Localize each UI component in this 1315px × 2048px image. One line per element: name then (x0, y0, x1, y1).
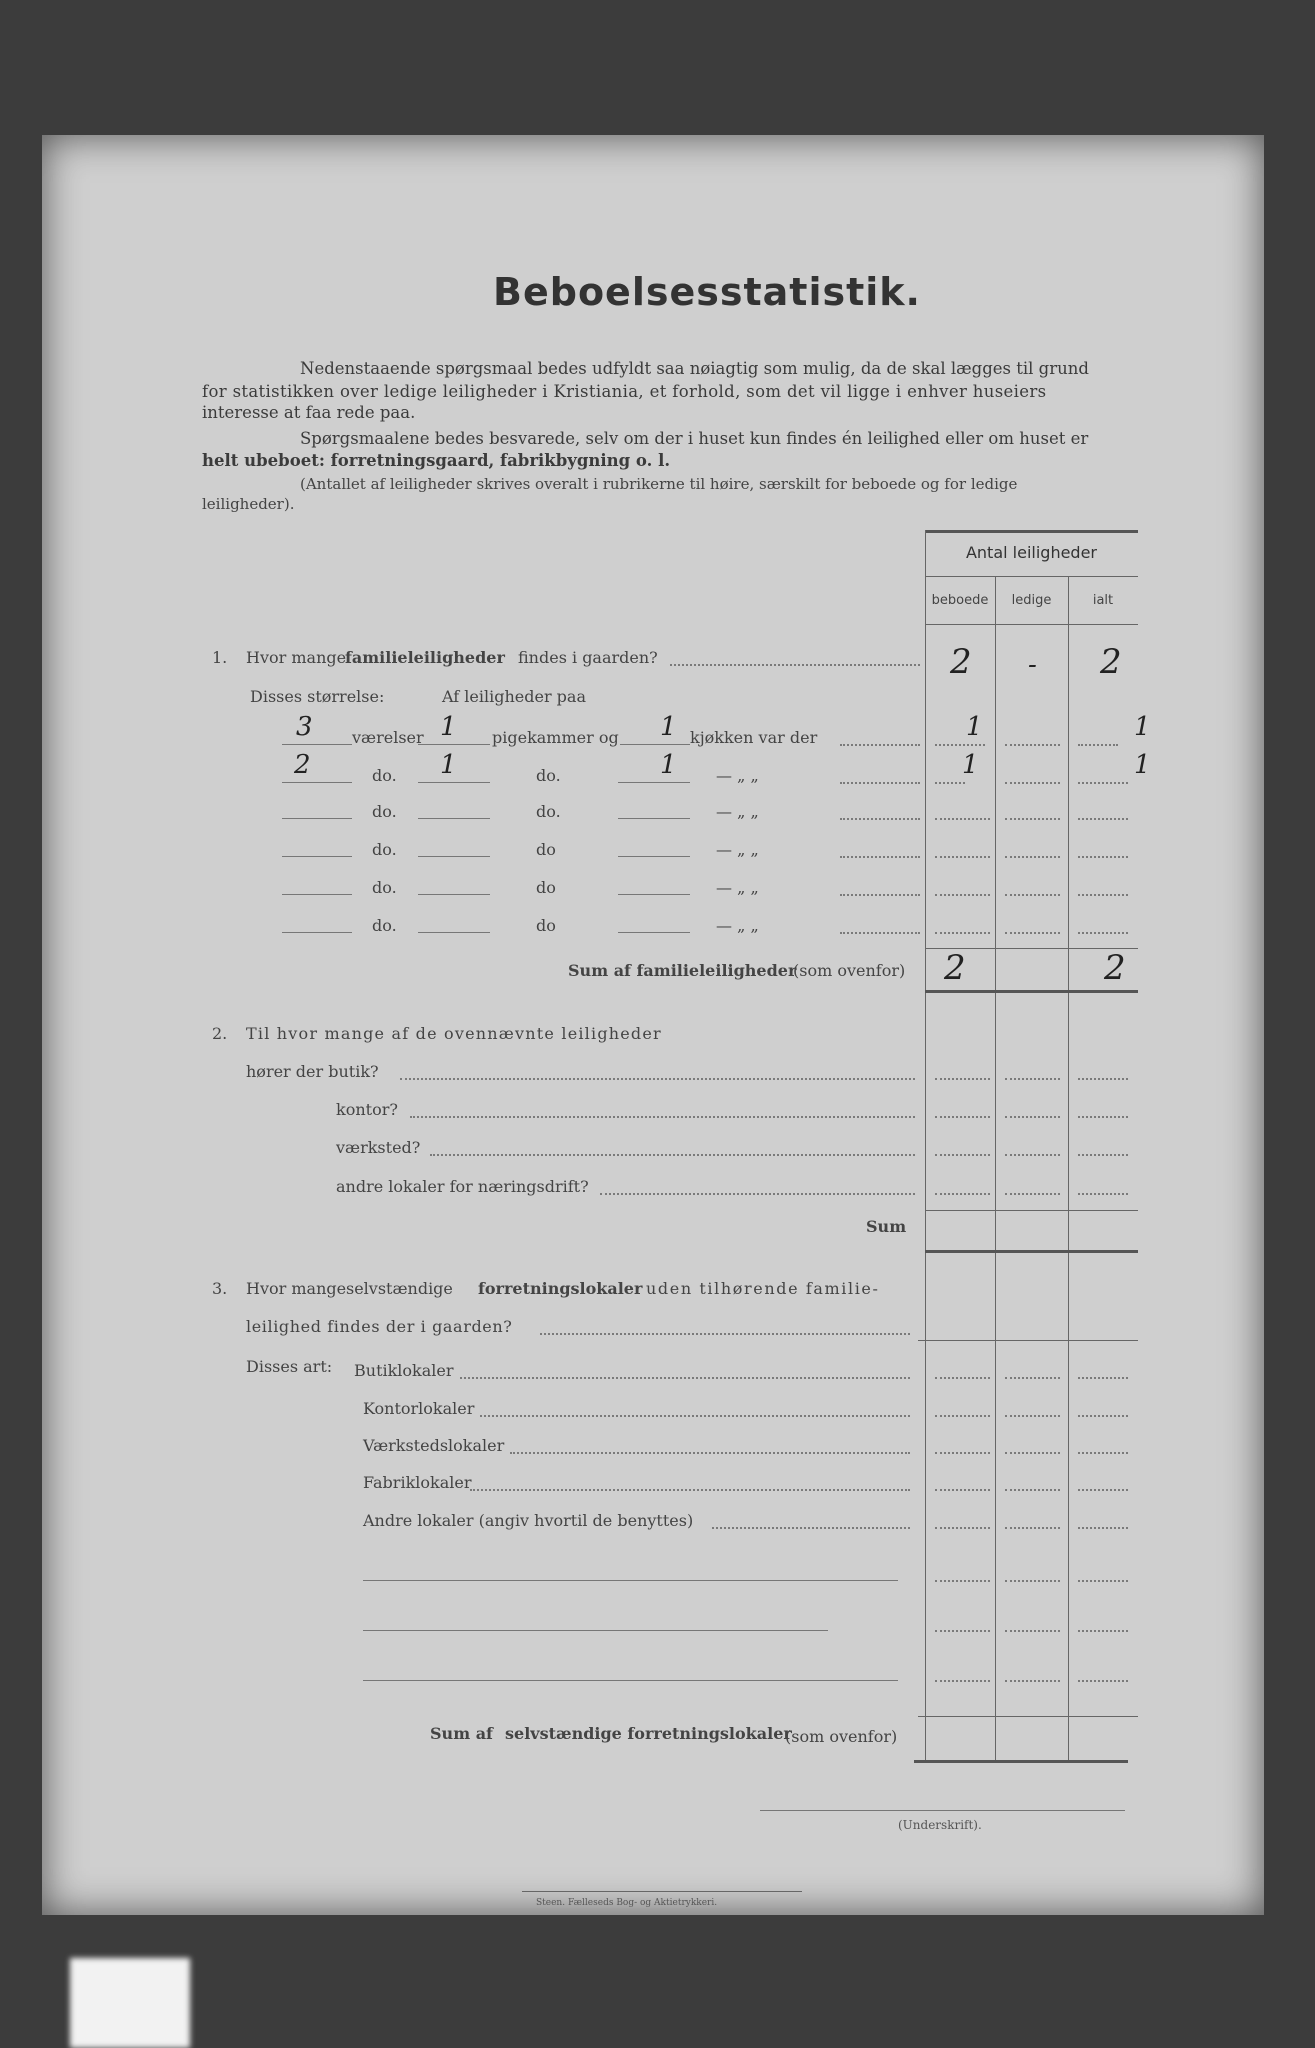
cell-dots (935, 1377, 990, 1379)
q3-text-a: Hvor mange (246, 1279, 347, 1298)
cell-dots (1005, 932, 1060, 934)
intro-line-3: interesse at faa rede paa. (202, 403, 416, 422)
q1-size-label: Disses størrelse: (250, 687, 385, 706)
cell-dots (1078, 1193, 1128, 1195)
q1-row-2-maid-label: do. (536, 766, 561, 785)
cell-dots (935, 1527, 990, 1529)
q1-row-4-maid-line (418, 856, 490, 857)
cell-dots (1005, 1154, 1060, 1156)
q1-row-2-kitchen-label: — „ „ (716, 766, 759, 785)
cell-dots (1078, 1489, 1128, 1491)
cell-dots (1078, 1527, 1128, 1529)
q3-sum-top-rule (918, 1716, 1138, 1717)
q3-leader (540, 1333, 910, 1335)
q1-row-6-kitchen-label: — „ „ (716, 916, 759, 935)
cell-dots (935, 744, 985, 746)
q1-row-6-leader (840, 932, 920, 934)
q2-sum-bottom-rule (925, 1250, 1138, 1253)
q1-row-1-maid: 1 (440, 712, 457, 742)
q1-row-4-kitchen-line (618, 856, 690, 857)
q1-row-2-rooms: 2 (294, 750, 311, 780)
q1-sum-beboede: 2 (944, 948, 966, 988)
signature-label: (Underskrift). (898, 1818, 982, 1832)
q1-row-6-maid-line (418, 932, 490, 933)
q1-answer-ledige: - (1028, 650, 1037, 680)
cell-dots (1005, 782, 1060, 784)
q1-row-1-kitchen-line (620, 744, 690, 745)
q3-sum-bottom-rule (914, 1760, 1128, 1763)
cell-dots (1078, 1580, 1128, 1582)
q3-write-line-1 (363, 1580, 898, 1581)
q3-write-line-3 (363, 1680, 898, 1681)
q1-row-6-maid-label: do (536, 916, 556, 935)
q1-row-1-beboede: 1 (966, 712, 983, 742)
q3-sum-label-a: Sum af (430, 1724, 493, 1743)
cell-dots (935, 1452, 990, 1454)
q1-row-3-rooms-label: do. (372, 802, 397, 821)
cell-dots (1078, 1415, 1128, 1417)
q3-text-d: uden tilhørende familie- (646, 1279, 880, 1298)
cell-dots (935, 932, 990, 934)
cell-dots (1005, 1078, 1060, 1080)
cell-dots (1005, 1377, 1060, 1379)
q1-row-4-kitchen-label: — „ „ (716, 840, 759, 859)
q1-row-1-kitchen-label: kjøkken var der (690, 728, 818, 747)
cell-dots (1005, 1527, 1060, 1529)
q1-row-5-kitchen-line (618, 894, 690, 895)
cell-dots (1005, 856, 1060, 858)
cell-dots (1078, 856, 1128, 858)
table-top-rule (925, 530, 1138, 533)
cell-dots (935, 894, 990, 896)
intro-line-7: leiligheder). (202, 495, 295, 513)
q1-row-3-kitchen-line (618, 818, 690, 819)
q2-item-butik-leader (400, 1078, 915, 1080)
q2-item-butik: hører der butik? (246, 1062, 379, 1081)
cell-dots (1005, 1415, 1060, 1417)
cell-dots (1078, 1680, 1128, 1682)
q1-sum-ialt: 2 (1104, 948, 1126, 988)
q3-item-fabrik: Fabriklokaler (363, 1473, 472, 1492)
q1-row-6-rooms-label: do. (372, 916, 397, 935)
q3-item-andre-leader (712, 1527, 910, 1529)
q1-row-1-kitchen: 1 (660, 712, 677, 742)
q3-sum-note: (som ovenfor) (785, 1727, 898, 1746)
intro-line-5: helt ubeboet: forretningsgaard, fabrikbygning o. l. (202, 451, 671, 470)
table-left-rule (925, 530, 926, 1760)
q3-number: 3. (212, 1279, 228, 1298)
q3-item-andre: Andre lokaler (angiv hvortil de benyttes) (363, 1511, 694, 1530)
cell-dots (1078, 818, 1128, 820)
q2-item-vaerksted: værksted? (336, 1138, 421, 1157)
q1-row-6-kitchen-line (618, 932, 690, 933)
cell-dots (1078, 1116, 1128, 1118)
cell-dots (1005, 1630, 1060, 1632)
cell-dots (1005, 818, 1060, 820)
intro-line-4: Spørgsmaalene bedes besvarede, selv om der i huset kun findes én leilighed eller om huset er (300, 429, 1089, 448)
cell-dots (1078, 782, 1128, 784)
col-header-beboede: beboede (931, 593, 989, 608)
q1-row-1-rooms: 3 (296, 712, 313, 742)
cell-dots (1005, 894, 1060, 896)
cell-dots (1078, 1377, 1128, 1379)
cell-dots (1005, 1580, 1060, 1582)
q1-row-2-leader (840, 782, 920, 784)
q3-answer-rule (918, 1340, 1138, 1341)
q1-sum-note: (som ovenfor) (793, 961, 906, 980)
q3-text-e: leilighed findes der i gaarden? (246, 1317, 513, 1336)
printer-credit: Steen. Fælleseds Bog- og Aktietrykkeri. (536, 1898, 718, 1908)
q1-row-5-leader (840, 894, 920, 896)
q2-item-kontor: kontor? (336, 1100, 398, 1119)
q3-item-vaerksted: Værkstedslokaler (363, 1436, 505, 1455)
q1-row-2-maid-line (418, 782, 490, 783)
q1-row-3-maid-line (418, 818, 490, 819)
cell-dots (935, 1154, 990, 1156)
table-group-header: Antal leiligheder (965, 543, 1098, 562)
q3-text-b: selvstændige (346, 1279, 453, 1298)
table-header-bottom-rule (925, 624, 1138, 625)
col-header-ledige: ledige (1011, 593, 1052, 608)
q1-number: 1. (212, 648, 228, 667)
cell-dots (1078, 894, 1128, 896)
q3-write-line-2 (363, 1630, 828, 1631)
q3-item-kontor: Kontorlokaler (363, 1399, 475, 1418)
q1-size-sub: Af leiligheder paa (442, 687, 586, 706)
q1-row-4-rooms-label: do. (372, 840, 397, 859)
q1-row-2-rooms-line (282, 782, 352, 783)
q1-answer-ialt: 2 (1100, 642, 1122, 682)
cell-dots (935, 782, 965, 784)
intro-line-2: for statistikken over ledige leiligheder i Kristiania, et forhold, som det vil ligge i enhver huseiers (202, 382, 1047, 401)
cell-dots (935, 1415, 990, 1417)
cell-dots (1078, 1078, 1128, 1080)
cell-dots (1005, 744, 1060, 746)
cell-dots (935, 1680, 990, 1682)
cell-dots (1005, 1452, 1060, 1454)
q1-row-5-rooms-label: do. (372, 878, 397, 897)
q3-art-label: Disses art: (246, 1357, 333, 1376)
q1-row-2-beboede: 1 (962, 750, 979, 780)
cell-dots (935, 1489, 990, 1491)
q1-text-b: familieleiligheder (345, 648, 505, 667)
q1-row-4-maid-label: do (536, 840, 556, 859)
cell-dots (935, 856, 990, 858)
q1-sum-label: Sum af familieleiligheder (568, 961, 797, 980)
q1-row-2-kitchen-line (618, 782, 690, 783)
q1-row-3-kitchen-label: — „ „ (716, 802, 759, 821)
q2-text: Til hvor mange af de ovennævnte leiligheder (246, 1024, 662, 1043)
q2-item-andre: andre lokaler for næringsdrift? (336, 1177, 589, 1196)
q1-row-2-maid: 1 (440, 750, 457, 780)
q3-item-kontor-leader (480, 1415, 910, 1417)
q3-sum-label-b: selvstændige forretningslokaler (505, 1724, 792, 1743)
cell-dots (1078, 1154, 1128, 1156)
q1-row-3-rooms-line (282, 818, 352, 819)
q2-item-vaerksted-leader (430, 1154, 915, 1156)
light-glare (70, 1958, 190, 2048)
intro-line-1: Nedenstaaende spørgsmaal bedes udfyldt saa nøiagtig som mulig, da de skal lægges til grund (300, 359, 1089, 378)
cell-dots (935, 1630, 990, 1632)
q1-row-4-rooms-line (282, 856, 352, 857)
q1-row-2-kitchen: 1 (660, 750, 677, 780)
q1-row-3-leader (840, 818, 920, 820)
q1-leader (670, 664, 920, 666)
q1-sum-bottom-rule (925, 990, 1138, 993)
q3-item-butik: Butiklokaler (354, 1361, 454, 1380)
q1-row-1-rooms-line (282, 744, 352, 745)
q1-row-1-maid-line (418, 744, 490, 745)
q1-text-c: findes i gaarden? (518, 648, 658, 667)
q1-row-5-kitchen-label: — „ „ (716, 878, 759, 897)
printer-rule (522, 1891, 802, 1892)
cell-dots (1005, 1116, 1060, 1118)
cell-dots (935, 1116, 990, 1118)
q2-item-kontor-leader (410, 1116, 915, 1118)
table-subheader-rule (925, 576, 1138, 577)
cell-dots (935, 1580, 990, 1582)
q1-row-4-leader (840, 856, 920, 858)
q3-text-c: forretningslokaler (478, 1279, 643, 1298)
page-title: Beboelsesstatistik. (493, 270, 921, 314)
col-divider-2 (1068, 576, 1069, 1760)
q2-sum-top-rule (925, 1210, 1138, 1211)
q1-row-1-rooms-label: værelser (352, 728, 424, 747)
cell-dots (935, 818, 990, 820)
q1-row-5-rooms-line (282, 894, 352, 895)
q1-row-1-ialt: 1 (1134, 712, 1151, 742)
col-header-ialt: ialt (1092, 593, 1114, 608)
q2-sum-label: Sum (866, 1217, 907, 1236)
cell-dots (935, 1078, 990, 1080)
q2-number: 2. (212, 1024, 228, 1043)
q1-answer-beboede: 2 (950, 642, 972, 682)
cell-dots (1078, 1452, 1128, 1454)
q1-row-2-rooms-label: do. (372, 766, 397, 785)
cell-dots (1005, 1489, 1060, 1491)
q3-item-fabrik-leader (470, 1489, 910, 1491)
q1-row-6-rooms-line (282, 932, 352, 933)
q3-item-vaerksted-leader (510, 1452, 910, 1454)
signature-line (760, 1810, 1125, 1811)
cell-dots (935, 1193, 990, 1195)
cell-dots (1005, 1193, 1060, 1195)
col-divider-1 (995, 576, 996, 1760)
q1-row-5-maid-line (418, 894, 490, 895)
q1-row-1-leader (840, 744, 920, 746)
intro-line-6: (Antallet af leiligheder skrives overalt i rubrikerne til høire, særskilt for beboede og for ledige (300, 475, 1018, 493)
q1-text-a: Hvor mange (246, 648, 347, 667)
cell-dots (1078, 1630, 1128, 1632)
q3-item-butik-leader (460, 1377, 910, 1379)
q1-row-1-maid-label: pigekammer og (492, 728, 619, 747)
cell-dots (1005, 1680, 1060, 1682)
q1-row-3-maid-label: do. (536, 802, 561, 821)
cell-dots (1078, 932, 1128, 934)
q1-row-2-ialt: 1 (1134, 750, 1151, 780)
cell-dots (1078, 744, 1118, 746)
q1-row-5-maid-label: do (536, 878, 556, 897)
q2-item-andre-leader (600, 1193, 915, 1195)
